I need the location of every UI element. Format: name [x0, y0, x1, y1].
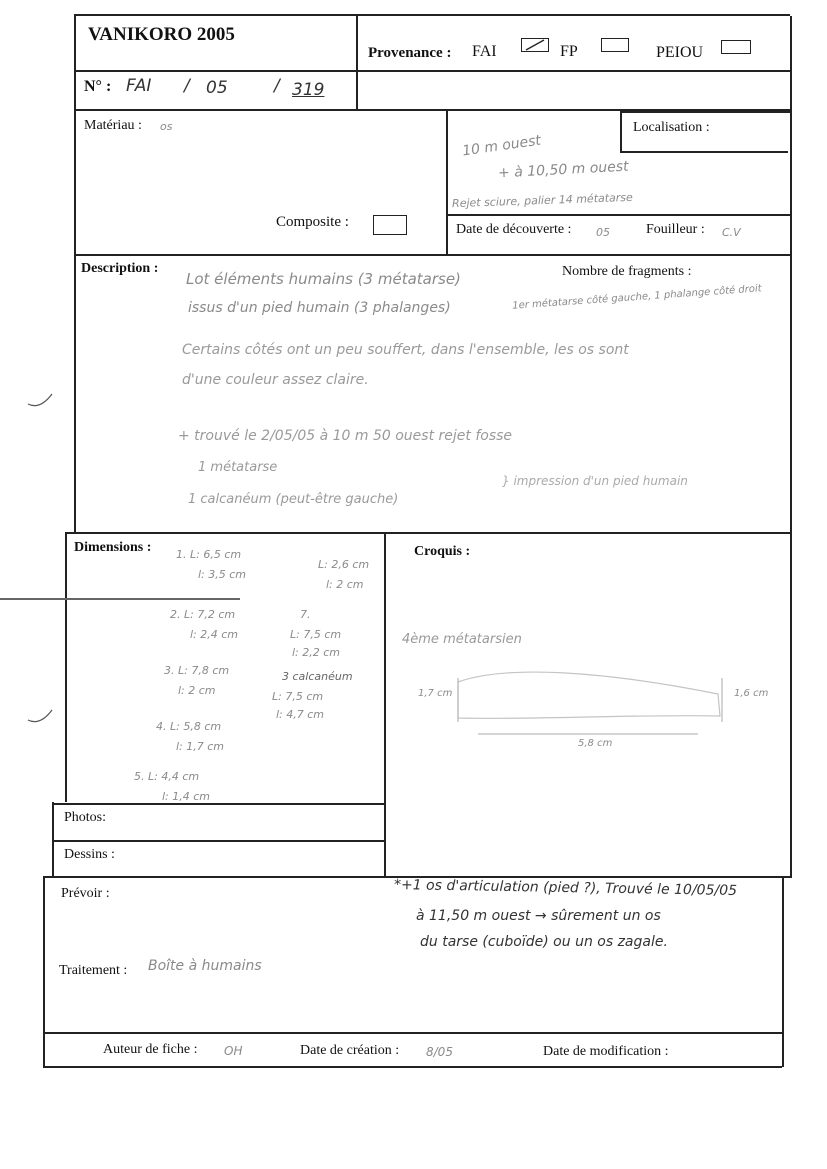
dimension-item: l: 1,4 cm — [162, 790, 211, 803]
dimension-item: l: 1,7 cm — [176, 740, 225, 753]
localisation-line: + à 10,50 m ouest — [497, 158, 630, 182]
dimension-item: 4. L: 5,8 cm — [156, 720, 222, 733]
traitement-label: Traitement : — [59, 963, 128, 978]
description-line: Lot éléments humains (3 métatarse) — [186, 270, 461, 288]
number-value-part: 05 — [206, 78, 228, 98]
binder-mark — [26, 390, 56, 410]
description-label: Description : — [81, 261, 159, 276]
fragments-label: Nombre de fragments : — [562, 264, 692, 279]
description-line: d'une couleur assez claire. — [182, 372, 369, 388]
provenance-option-peiou: PEIOU — [656, 44, 704, 61]
photos-label: Photos: — [64, 810, 107, 825]
number-label: N° : — [84, 78, 112, 95]
dimension-item: l: 3,5 cm — [198, 568, 247, 581]
provenance-option-fai: FAI — [472, 43, 497, 60]
composite-label: Composite : — [276, 214, 349, 230]
prevoir-note-line: *+1 os d'articulation (pied ?), Trouvé le 10/05/05 — [393, 877, 738, 899]
fai-checkbox[interactable] — [521, 38, 549, 52]
traitement-value: Boîte à humains — [148, 958, 262, 974]
fouilleur-label: Fouilleur : — [646, 222, 705, 237]
creation-label: Date de création : — [300, 1043, 400, 1058]
dimensions-label: Dimensions : — [74, 540, 152, 555]
dessins-label: Dessins : — [64, 847, 115, 862]
bone-outline — [458, 672, 720, 718]
number-value-part: 319 — [292, 80, 325, 100]
binder-mark — [26, 706, 56, 726]
fouilleur-value: C.V — [722, 226, 741, 239]
provenance-label: Provenance : — [368, 45, 452, 61]
description-line: Certains côtés ont un peu souffert, dans l'ensemble, les os sont — [182, 342, 629, 358]
localisation-label: Localisation : — [633, 120, 710, 135]
dimension-item: l: 2,4 cm — [190, 628, 239, 641]
fp-checkbox[interactable] — [601, 38, 629, 52]
prevoir-note-line: à 11,50 m ouest → sûrement un os — [416, 908, 661, 924]
description-line: 1 métatarse — [198, 460, 278, 475]
composite-checkbox[interactable] — [373, 215, 407, 235]
dimension-item: L: 7,5 cm — [290, 628, 342, 641]
dimension-item: 7. — [300, 608, 311, 621]
auteur-value: OH — [224, 1044, 243, 1058]
dimension-item: l: 2 cm — [326, 578, 364, 591]
creation-value: 8/05 — [426, 1045, 453, 1059]
description-line: issus d'un pied humain (3 phalanges) — [188, 300, 451, 316]
provenance-option-fp: FP — [560, 43, 578, 60]
description-line: + trouvé le 2/05/05 à 10 m 50 ouest rejet fosse — [178, 428, 513, 444]
sketch-caption: 4ème métatarsien — [402, 632, 522, 647]
sketch-right-dimension: 1,6 cm — [734, 688, 769, 699]
materiau-label: Matériau : — [84, 118, 142, 133]
dimension-item: L: 7,5 cm — [272, 690, 324, 703]
dimension-item: 5. L: 4,4 cm — [134, 770, 200, 783]
bone-sketch — [448, 664, 748, 744]
prevoir-note-line: du tarse (cuboïde) ou un os zagale. — [420, 934, 668, 950]
check-mark-icon — [522, 39, 548, 51]
form-title: VANIKORO 2005 — [88, 24, 235, 45]
number-value-part: FAI — [126, 76, 152, 96]
decouverte-label: Date de découverte : — [456, 222, 572, 237]
localisation-line: Rejet sciure, palier 14 métatarse — [451, 190, 634, 211]
decouverte-value: 05 — [596, 226, 610, 239]
dimension-item: 3 calcanéum — [282, 670, 353, 683]
peiou-checkbox[interactable] — [721, 40, 751, 54]
materiau-value: os — [160, 120, 173, 133]
number-value-part: / — [184, 76, 190, 96]
description-line: 1 calcanéum (peut-être gauche) — [188, 492, 399, 507]
dimension-item: 1. L: 6,5 cm — [176, 548, 242, 561]
dimension-item: l: 4,7 cm — [276, 708, 325, 721]
sketch-bottom-dimension: 5,8 cm — [578, 738, 613, 749]
modification-label: Date de modification : — [543, 1044, 669, 1059]
prevoir-label: Prévoir : — [61, 886, 110, 901]
description-line: 1er métatarse côté gauche, 1 phalange côté droit — [511, 283, 762, 312]
number-value-part: / — [274, 76, 280, 96]
description-line: } impression d'un pied humain — [502, 474, 688, 488]
dimension-item: 3. L: 7,8 cm — [164, 664, 230, 677]
dimension-item: L: 2,6 cm — [318, 558, 370, 571]
dimension-item: l: 2,2 cm — [292, 646, 341, 659]
auteur-label: Auteur de fiche : — [103, 1042, 198, 1057]
dimension-item: l: 2 cm — [178, 684, 216, 697]
localisation-line: 10 m ouest — [461, 132, 542, 160]
croquis-label: Croquis : — [414, 544, 471, 559]
sketch-left-dimension: 1,7 cm — [418, 688, 453, 699]
dimension-item: 2. L: 7,2 cm — [170, 608, 236, 621]
